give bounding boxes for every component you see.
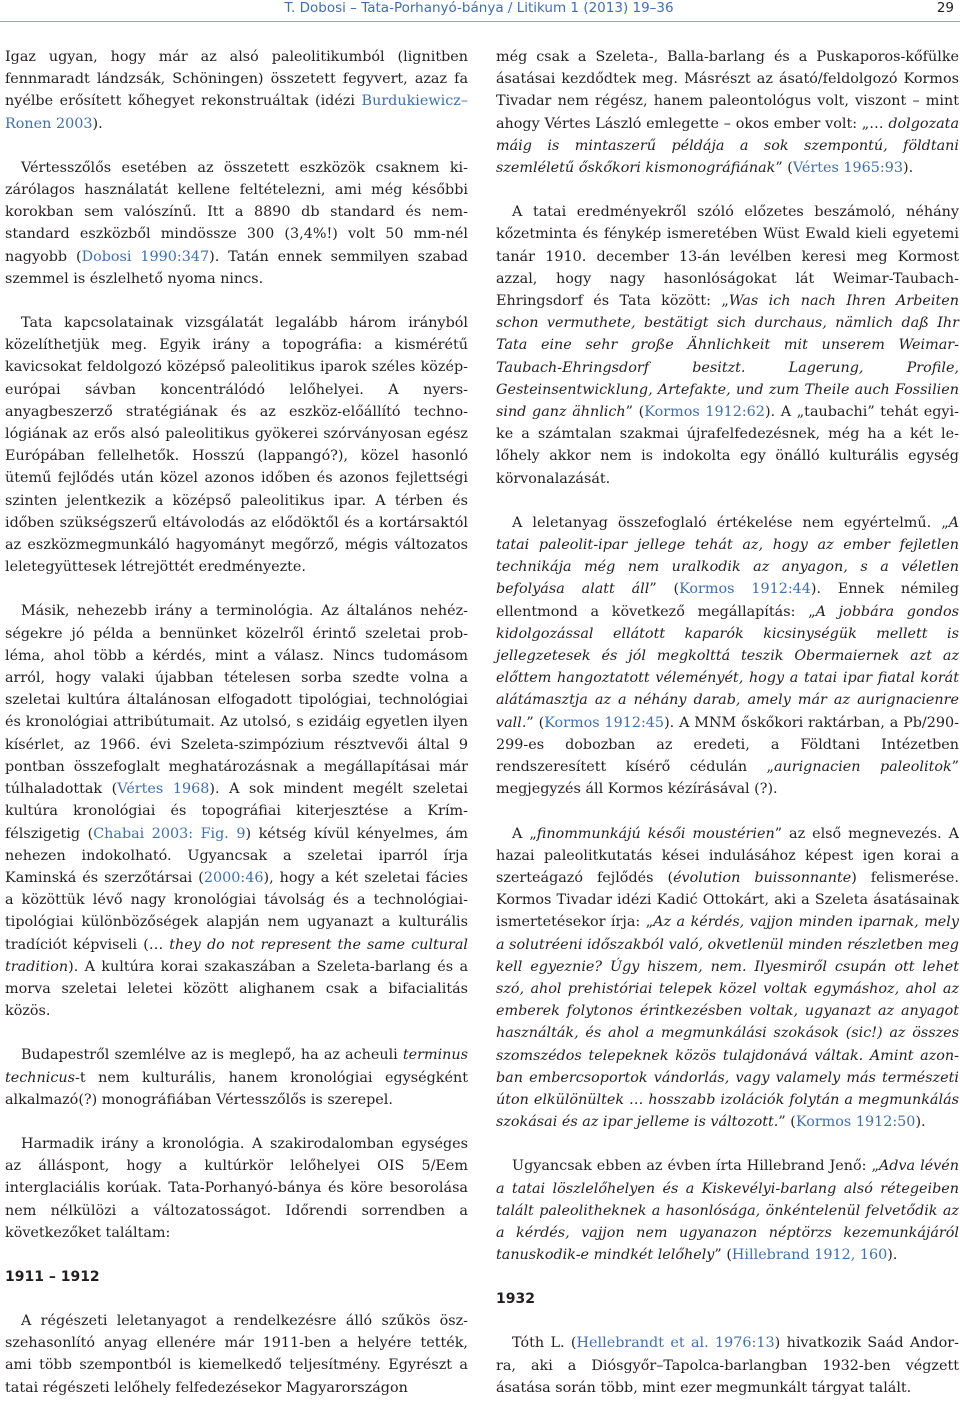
paragraph: A régészeti leletanyagot a rendelkezésre álló szűkös öszszehasonlító anyag ellenére már 1911-ben a helyére tették, ami több szempontból is kiemelkedő teljesítmény. Egyrészt a tatai régészeti lelőhely felfedezésekor Magyarországon <box>5 1312 468 1396</box>
paragraph: A „finommunkájú késői moustérien” az első megnevezés. A hazai paleolitkutatás kései indulásához képest igen korai a szerteágazó fejlődés (évolution buissonnante) felismerése. Kormos Tivadar idézi Kadić Ottokárt, aki a Szeleta ásatásainak ismertetésekor írja: „Az a kérdés, vajjon minden iparnak, mely a solutréeni időszakból való, okvetlenül minden részletben meg kell egyeznie? Úgy hiszem, nem. Ilyesmiről csupán ott lehet szó, ahol prehistóriai telepek közel voltak egymáshoz, ahol az emberek folytonos érintkezésben voltak, ugyanazt az anyagot használták, és ahol a megmunkálási szokások (sic!) az összes szomszédos telepeknek közös tulajdonává váltak. Amint azonban embercsoportok vándorlás, vagy valamely más természeti úton elkülönültek … hosszabb izolációk folytán a megmunkálás szokásai és az ipar jelleme is változott.” (Kormos 1912:50). <box>496 825 959 1131</box>
citation-link[interactable]: Kormos 1912:62 <box>644 404 765 421</box>
running-title: T. Dobosi – Tata-Porhanyó-bánya / Litikum 1 (2013) 19–36 <box>284 0 674 16</box>
right-column <box>496 46 959 1399</box>
running-header <box>0 0 960 22</box>
paragraph: A leletanyag összefoglaló értékelése nem egyértelmű. „A tatai paleolit-ipar jellege tehát az, hogy az ember fejletlen technikája még nem uralkodik az anyagon, s a véletlen befolyása alatt áll” (Kormos 1912:44). Ennek némileg ellentmond a következő megállapítás: „A jobbára gondos kidolgozással ellátott kaparók kicsinységük mellett is jellegzetesek és jól megkolttá teszik Obermaiernek azt az előttem hangoztatott véleményét, hogy a tatai ipar fiatal korát alátámasztja az a néhány darab, amely már az aurignacienre vall.” (Kormos 1912:45). A MNM őskőkori raktárban, a Pb/290-299-es dobozban az eredeti, a Földtani Intézetben rendszeresített kísérő cédulán „aurignacien paleolitok” megjegyzés áll Kormos kézírásával (?). <box>496 514 960 798</box>
citation-link[interactable]: Dobosi 1990:347 <box>81 248 210 265</box>
paragraph: Vértesszőlős esetében az összetett eszközök csaknem kizárólagos használatát kellene feltételezni, ami még későbbi korokban sem valószínű. Itt a 8890 db standard és nemstandard eszközből mindössze 300 (3,4%!) volt 50 mm-nél nagyobb (Dobosi 1990:347). Tatán ennek semmilyen szabad szemmel is észlelhető nyoma nincs. <box>5 159 468 287</box>
header-rule <box>0 21 960 22</box>
paragraph: Harmadik irány a kronológia. A szakirodalomban egységes az álláspont, hogy a kultúrkör lelőhelyei OIS 5/Eem interglaciális korúak. Tata-Porhanyó-bánya és köre besorolása nem nélkülözi a változatosságot. Időrendi sorrendben a következőket találtam: <box>5 1135 468 1241</box>
paragraph: Budapestről szemlélve az is meglepő, ha az acheuli terminus technicus-t nem kulturális, hanem kronológiai egységként alkalmazó(?) monográfiában Vértesszőlős is szerepel. <box>5 1047 468 1108</box>
citation-link[interactable]: Vértes 1965:93 <box>792 160 903 177</box>
citation-link[interactable]: Kormos 1912:45 <box>544 714 665 731</box>
citation-link[interactable]: Chabai 2003: Fig. 9 <box>93 825 246 842</box>
section-heading: 1911 – 1912 <box>5 1268 100 1285</box>
citation-link[interactable]: Kormos 1912:50 <box>795 1114 916 1131</box>
paragraph: Tata kapcsolatainak vizsgálatát legalább három irányból közelíthetjük meg. Egyik irány a topográfia: a kismérétű kavicsokat feldolgozó középső paleolitikus iparok széles közép-európai sávban koncentrálódó lelőhelyei. A nyersanyagbeszerző stratégiának és az eszköz-előállító technológiának az erős alsó paleolitikus gyökerei szórványosan egész Európában fellelhetők. Hosszú (lappangó?), közel hasonló ütemű fejlődés után közel azonos időben és azonos fejlettségi szinten jelentkezik a középső paleolitikus ipar. A térben és időben szükségszerű eltávolodás az elődöktől és a kortársaktól az eszközmegmunkáló hagyományt megőrző, mégis változatos leletegyüttesek létrejöttét eredményezte. <box>5 315 468 576</box>
citation-link[interactable]: 2000:46 <box>203 869 264 886</box>
paragraph: Ugyancsak ebben az évben írta Hillebrand Jenő: „Adva lévén a tatai löszlelőhelyen és a Kiskevélyi-barlang alsó rétegeiben talált paleolitheknek a hasonlósága, önkéntelenül felvetődik az a kérdés, vajjon nem ugyanazon néptörzs kezemunkájáról tanuskodik-e mindkét lelőhely” (Hillebrand 1912, 160). <box>496 1158 959 1264</box>
page-number: 29 <box>936 0 954 16</box>
paragraph: A tatai eredményekről szóló előzetes beszámoló, néhány kőzetminta és fénykép ismeretében Wüst Ewald kieli egyetemi tanár 1910. december 13-án levélben keresi meg Kormost azzal, hogy nagy hasonlóságokat lát Weimar-Taubach-Ehringsdorf és Tata között: „Was ich nach Ihren Arbeiten schon vermuthete, bestätigt sich durchaus, nämlich daß Ihr Tata eine sehr große Ähnlichkeit mit unserem Weimar-Taubach-Ehringsdorf besitzt. Lagerung, Profile, Gesteinsentwicklung, Artefakte, und zum Theile auch Fossilien sind ganz ähnlich” (Kormos 1912:62). A „taubachi” tehát egyike a számtalan szakmai újrafelfedezésnek, még ha a két lelőhely akkor nem is indokolta egy önálló kulturális egység körvonalazását. <box>496 204 959 487</box>
paragraph: Másik, nehezebb irány a terminológia. Az általános nehézségekre jó példa a bennünket közelről érintő szeletai probléma, ahol több a kérdés, mint a válasz. Nincs tudomásom arról, hogy valaki újabban tételesen sorba szedte volna a szeletai kultúra általánosan elfogadott tipológiai, technológiai és kronológiai attribútumait. Az utolsó, s ezidáig egyetlen ilyen kísérlet, az 1966. évi Szeleta-szimpózium résztvevői által 9 pontban összefoglalt meghatározásnak a megállapításai már túlhaladottak (Vértes 1968). A sok mindent megélt szeletai kultúra kronológiai és topográfiai kiterjesztése a Krím-félszigetig (Chabai 2003: Fig. 9) kétség kívül kényelmes, ám nehezen indokolható. Ugyancsak a szeletai iparról írja Kaminská és szerzőtársai (2000:46), hogy a két szeletai fácies a közöttük lévő nagy kronológiai távolság és a technológiai-tipológiai különbözőségek alapján nem ugyanazt a kulturális tradíciót képviseli (… they do not represent the same cultural tradition). A kultúra korai szakaszában a Szeleta-barlang és a morva szeletai leletei között alighanem csak a bifacialitás közös. <box>5 603 468 1020</box>
citation-link[interactable]: Hellebrandt et al. 1976:13 <box>576 1335 775 1352</box>
citation-link[interactable]: Vértes 1968 <box>117 781 210 798</box>
left-column <box>5 46 468 1399</box>
paragraph: Igaz ugyan, hogy már az alsó paleolitikumból (lignitben fennmaradt lándzsák, Schöningen) összetett fegyvert, azaz fa nyélbe erősített kőhegyet rekonstruáltak (idézi Burdukiewicz–Ronen 2003). <box>5 49 468 132</box>
citation-link[interactable]: Hillebrand 1912, 160 <box>731 1247 888 1264</box>
citation-link[interactable]: Kormos 1912:44 <box>679 581 811 598</box>
paragraph: Tóth L. (Hellebrandt et al. 1976:13) hivatkozik Saád Andorra, aki a Diósgyőr–Tapolca-barlangban 1932-ben végzett ásatása során több, mint ezer megmunkált tárgyat talált. <box>496 1335 960 1396</box>
citation-link[interactable]: Burdukiewicz–Ronen 2003 <box>5 93 468 132</box>
section-heading: 1932 <box>496 1291 535 1308</box>
paragraph: még csak a Szeleta-, Balla-barlang és a Puskaporos-kőfülke ásatásai kezdődtek meg. Másrészt az ásató/feldolgozó Kormos Tivadar nem régész, hanem paleontológus volt, viszont – mint ahogy Vértes László emlegette – okos ember volt: „… dolgozata máig is mintaszerű példája a sok szempontú, földtani szemléletű őskőkori kismonográfiának” (Vértes 1965:93). <box>496 49 959 177</box>
